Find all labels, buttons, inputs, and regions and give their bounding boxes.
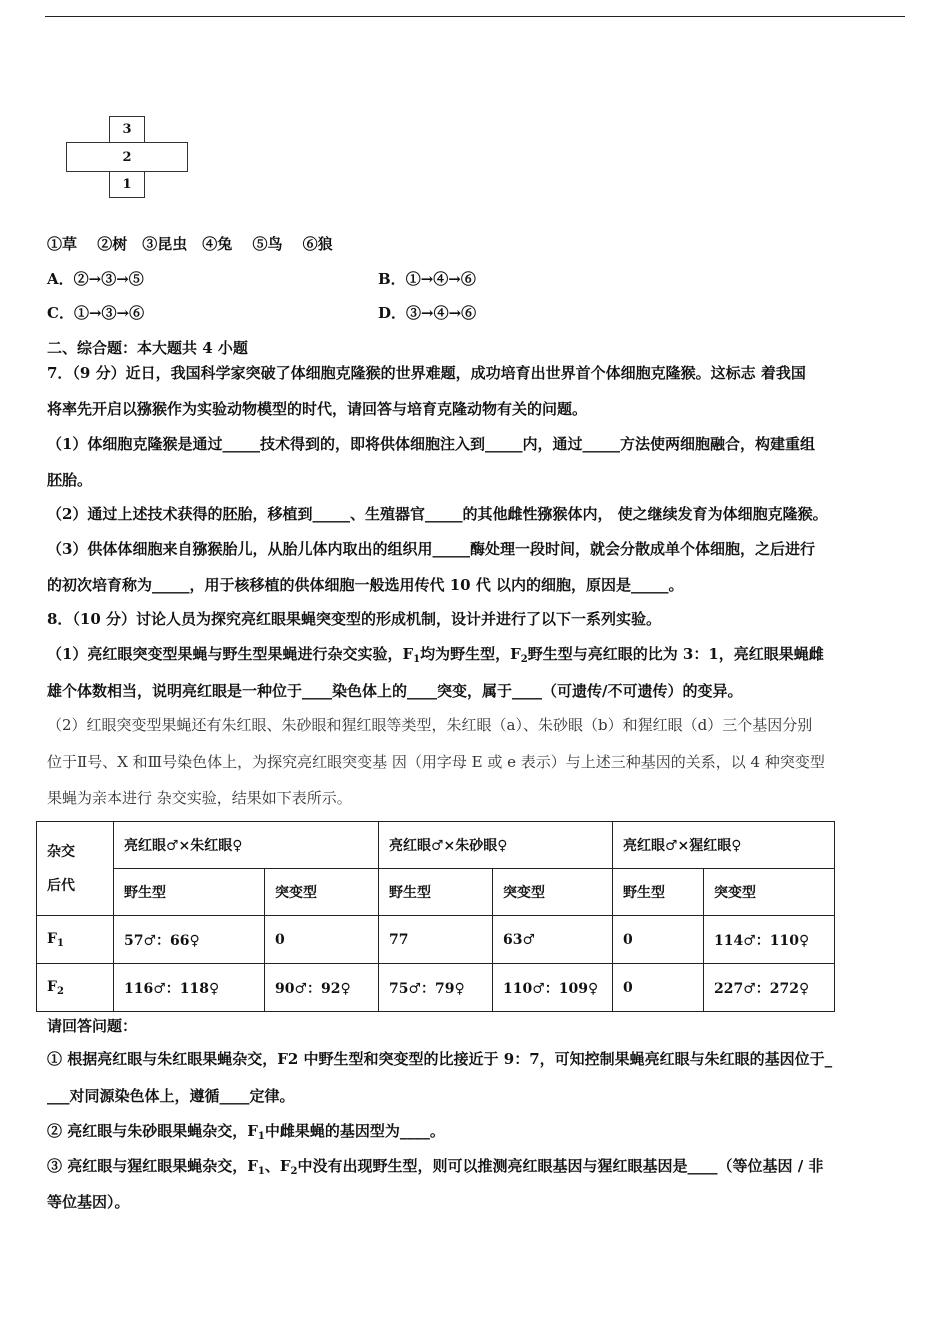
subheader-mutant: 突变型 [704, 869, 835, 916]
table-cell: 63♂ [493, 916, 613, 964]
table-cell: 114♂：110♀ [704, 916, 835, 964]
subheader-mutant: 突变型 [493, 869, 613, 916]
q8-line-6: 果蝇为亲本进行 杂交实验，结果如下表所示。 [47, 789, 352, 807]
table-corner: 杂交 后代 [37, 822, 114, 916]
cross-header-1: 亮红眼♂×朱红眼♀ [114, 822, 379, 869]
q8-line-2: （1）亮红眼突变型果蝇与野生型果蝇进行杂交实验，$F_1$均为野生型，$F_2$野生型与亮红眼的比为 3：1，亮红眼果蝇雌 [47, 645, 824, 665]
q6-items: ①草 ②树 ③昆虫 ④兔 ⑤鸟 ⑥狼 [47, 235, 333, 253]
table-cell: 90♂：92♀ [265, 964, 379, 1012]
table-cell: 77 [379, 916, 493, 964]
answer-2: ② 亮红眼与朱砂眼果蝇杂交，$F_1$中雌果蝇的基因型为____。 [47, 1122, 445, 1142]
subheader-wild: 野生型 [114, 869, 265, 916]
q7-line-2: 将率先开启以猕猴作为实验动物模型的时代，请回答与培育克隆动物有关的问题。 [47, 400, 588, 418]
table-row [37, 964, 835, 1012]
q7-line-5: （2）通过上述技术获得的胚胎，移植到_____、生殖器官_____的其他雌性猕猴体内， 使之继续发育为体细胞克隆猴。 [47, 505, 828, 523]
answer-3-line-2: 等位基因）。 [47, 1193, 130, 1211]
table-cell: 75♂：79♀ [379, 964, 493, 1012]
cross-header-3: 亮红眼♂×猩红眼♀ [613, 822, 835, 869]
q8-line-4: （2）红眼突变型果蝇还有朱红眼、朱砂眼和猩红眼等类型，朱红眼（a）、朱砂眼（b）和猩红眼（d）三个基因分别 [47, 716, 813, 734]
q7-line-7: 的初次培育称为_____，用于核移植的供体细胞一般选用传代 10 代 以内的细胞，原因是_____。 [47, 576, 684, 594]
table-cell: 0 [265, 916, 379, 964]
answer-1-line-1: ① 根据亮红眼与朱红眼果蝇杂交，F2 中野生型和突变型的比接近于 9：7，可知控制果蝇亮红眼与朱红眼的基因位于_ [47, 1050, 833, 1068]
option-d[interactable]: D．③→④→⑥ [378, 304, 477, 322]
q7-line-1: 7．（9 分）近日，我国科学家突破了体细胞克隆猴的世界难题，成功培育出世界首个体细胞克隆猴。这标志 着我国 [47, 364, 806, 382]
answer-prompt: 请回答问题： [47, 1017, 138, 1035]
subheader-wild: 野生型 [379, 869, 493, 916]
answer-3-line-1: ③ 亮红眼与猩红眼果蝇杂交，$F_1$、$F_2$中没有出现野生型，则可以推测亮红眼基因与猩红眼基因是____（等位基因 / 非 [47, 1157, 824, 1177]
table-cell: 227♂：272♀ [704, 964, 835, 1012]
option-a[interactable]: A．②→③→⑤ [47, 270, 144, 288]
subheader-mutant: 突变型 [265, 869, 379, 916]
q7-line-3: （1）体细胞克隆猴是通过_____技术得到的，即将供体细胞注入到_____内，通过_____方法使两细胞融合，构建重组 [47, 435, 815, 453]
table-row [37, 916, 835, 964]
results-table [36, 821, 835, 1012]
row-label: $F_2$ [37, 964, 114, 1012]
q8-line-3: 雄个体数相当，说明亮红眼是一种位于____染色体上的____突变，属于____（可遗传/不可遗传）的变异。 [47, 682, 743, 700]
q7-line-4: 胚胎。 [47, 471, 93, 489]
section-heading: 二、综合题：本大题共 4 小题 [47, 339, 248, 357]
table-cell: 0 [613, 964, 704, 1012]
row-label: $F_1$ [37, 916, 114, 964]
table-cell: 116♂：118♀ [114, 964, 265, 1012]
nested-box-figure [66, 116, 188, 198]
table-cell: 110♂：109♀ [493, 964, 613, 1012]
option-b[interactable]: B．①→④→⑥ [378, 270, 476, 288]
subheader-wild: 野生型 [613, 869, 704, 916]
cross-header-2: 亮红眼♂×朱砂眼♀ [379, 822, 613, 869]
q8-line-5: 位于Ⅱ号、X 和Ⅲ号染色体上，为探究亮红眼突变基 因（用字母 E 或 e 表示）与上述三种基因的关系，以 4 种突变型 [47, 753, 825, 771]
figure-box-1: 1 [109, 171, 145, 198]
option-c[interactable]: C．①→③→⑥ [47, 304, 145, 322]
table-cell: 0 [613, 916, 704, 964]
table-cell: 57♂：66♀ [114, 916, 265, 964]
header-rule [45, 16, 905, 17]
q8-line-1: 8．（10 分）讨论人员为探究亮红眼果蝇突变型的形成机制，设计并进行了以下一系列实验。 [47, 610, 662, 628]
q7-line-6: （3）供体体细胞来自猕猴胎儿，从胎儿体内取出的组织用_____酶处理一段时间，就会分散成单个体细胞，之后进行 [47, 540, 815, 558]
figure-box-3: 3 [109, 116, 145, 143]
figure-box-2: 2 [66, 142, 188, 172]
answer-1-line-2: ___对同源染色体上，遵循____定律。 [47, 1087, 295, 1105]
